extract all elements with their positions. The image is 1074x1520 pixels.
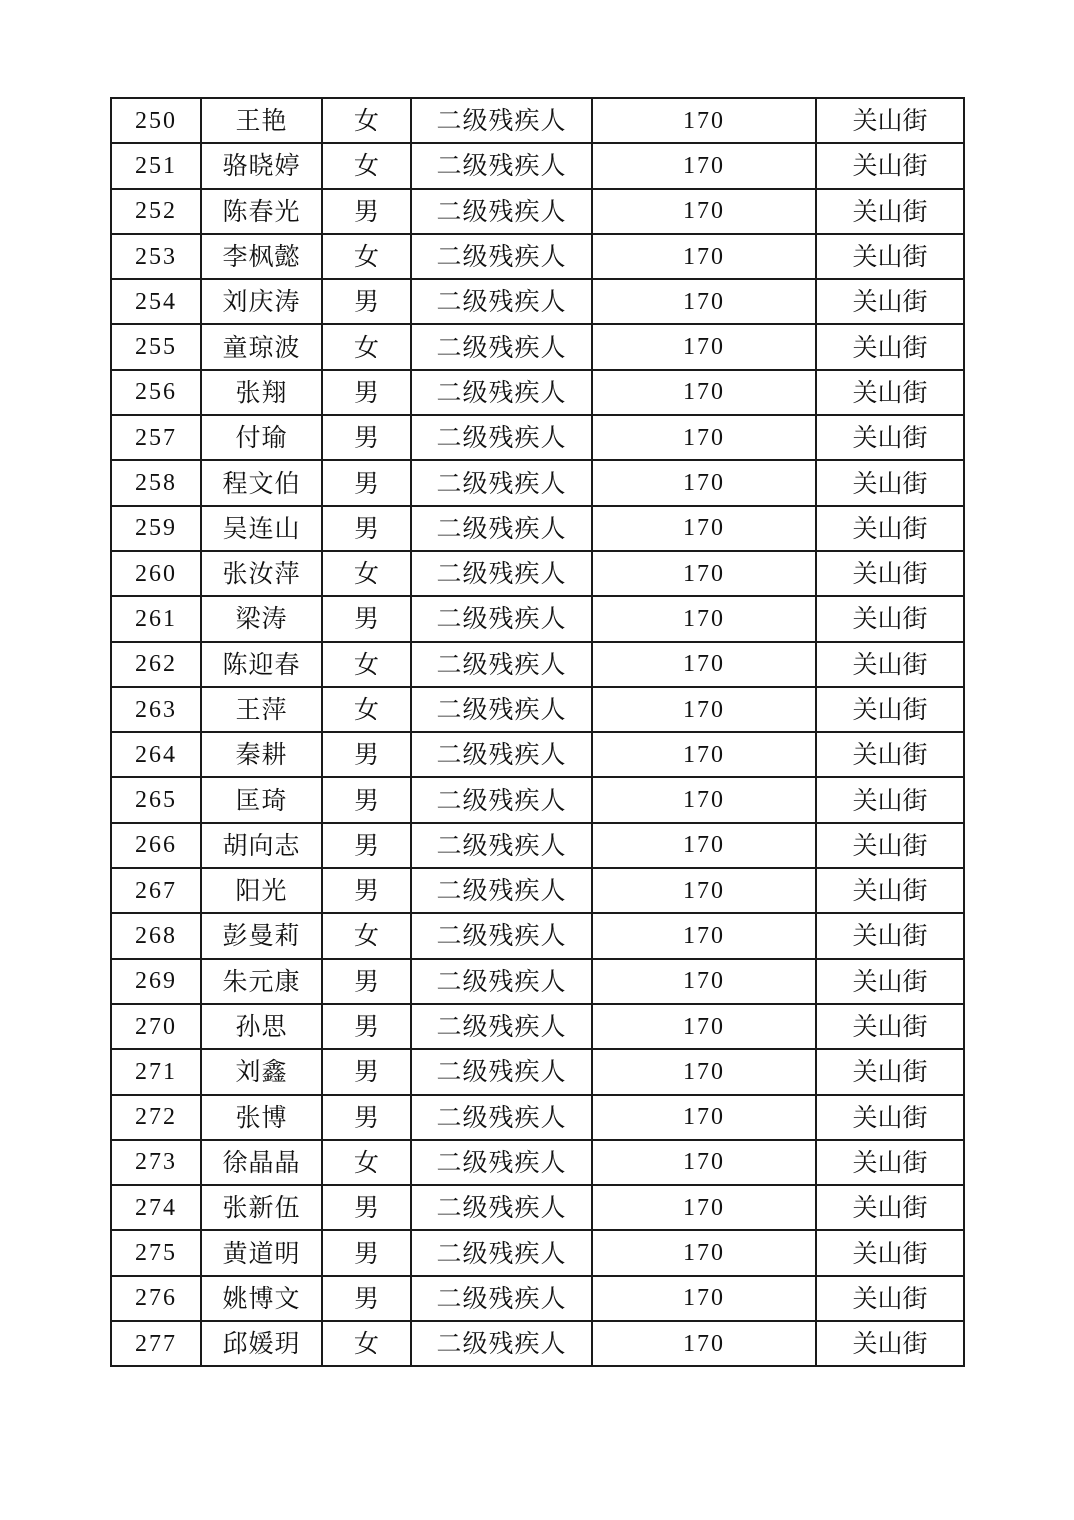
amount-cell: 170 [592, 1230, 816, 1275]
street-cell: 关山街 [816, 279, 964, 324]
table-row [111, 1004, 964, 1049]
street-cell: 关山街 [816, 959, 964, 1004]
table-row [111, 777, 964, 822]
person-name: 胡向志 [201, 823, 322, 868]
street-cell: 关山街 [816, 1140, 964, 1185]
gender-cell: 男 [322, 777, 411, 822]
table-row [111, 596, 964, 641]
gender-cell: 男 [322, 1230, 411, 1275]
disability-level: 二级残疾人 [411, 279, 592, 324]
row-number: 254 [111, 279, 201, 324]
street-cell: 关山街 [816, 234, 964, 279]
amount-cell: 170 [592, 1049, 816, 1094]
table-row [111, 1185, 964, 1230]
street-cell: 关山街 [816, 370, 964, 415]
street-cell: 关山街 [816, 460, 964, 505]
table-row [111, 732, 964, 777]
table-row [111, 143, 964, 188]
amount-cell: 170 [592, 777, 816, 822]
table-row [111, 415, 964, 460]
person-name: 付瑜 [201, 415, 322, 460]
table-row [111, 687, 964, 732]
table-row [111, 279, 964, 324]
gender-cell: 男 [322, 189, 411, 234]
disability-level: 二级残疾人 [411, 1049, 592, 1094]
gender-cell: 女 [322, 234, 411, 279]
row-number: 252 [111, 189, 201, 234]
gender-cell: 女 [322, 642, 411, 687]
person-name: 刘庆涛 [201, 279, 322, 324]
disability-level: 二级残疾人 [411, 324, 592, 369]
street-cell: 关山街 [816, 1276, 964, 1321]
gender-cell: 女 [322, 324, 411, 369]
street-cell: 关山街 [816, 596, 964, 641]
disability-level: 二级残疾人 [411, 551, 592, 596]
disability-level: 二级残疾人 [411, 234, 592, 279]
disability-level: 二级残疾人 [411, 596, 592, 641]
gender-cell: 男 [322, 1004, 411, 1049]
person-name: 童琼波 [201, 324, 322, 369]
table-row [111, 913, 964, 958]
person-name: 邱媛玥 [201, 1321, 322, 1366]
gender-cell: 男 [322, 596, 411, 641]
disability-level: 二级残疾人 [411, 687, 592, 732]
person-name: 张新伍 [201, 1185, 322, 1230]
table-row [111, 642, 964, 687]
disability-level: 二级残疾人 [411, 823, 592, 868]
table-row [111, 1140, 964, 1185]
row-number: 263 [111, 687, 201, 732]
gender-cell: 男 [322, 1049, 411, 1094]
amount-cell: 170 [592, 687, 816, 732]
street-cell: 关山街 [816, 732, 964, 777]
row-number: 275 [111, 1230, 201, 1275]
row-number: 262 [111, 642, 201, 687]
disability-level: 二级残疾人 [411, 1276, 592, 1321]
row-number: 265 [111, 777, 201, 822]
table-row [111, 823, 964, 868]
disability-level: 二级残疾人 [411, 868, 592, 913]
disability-level: 二级残疾人 [411, 732, 592, 777]
gender-cell: 男 [322, 460, 411, 505]
gender-cell: 男 [322, 415, 411, 460]
table-row [111, 959, 964, 1004]
amount-cell: 170 [592, 642, 816, 687]
street-cell: 关山街 [816, 1185, 964, 1230]
disability-level: 二级残疾人 [411, 460, 592, 505]
table-row [111, 324, 964, 369]
person-name: 阳光 [201, 868, 322, 913]
person-name: 李枫懿 [201, 234, 322, 279]
disability-level: 二级残疾人 [411, 913, 592, 958]
gender-cell: 女 [322, 687, 411, 732]
amount-cell: 170 [592, 596, 816, 641]
table-row [111, 370, 964, 415]
disability-level: 二级残疾人 [411, 1321, 592, 1366]
amount-cell: 170 [592, 143, 816, 188]
row-number: 250 [111, 98, 201, 143]
gender-cell: 男 [322, 959, 411, 1004]
street-cell: 关山街 [816, 1004, 964, 1049]
row-number: 270 [111, 1004, 201, 1049]
person-name: 梁涛 [201, 596, 322, 641]
amount-cell: 170 [592, 370, 816, 415]
roster-body [111, 98, 964, 1366]
street-cell: 关山街 [816, 189, 964, 234]
gender-cell: 女 [322, 1140, 411, 1185]
amount-cell: 170 [592, 1185, 816, 1230]
person-name: 孙思 [201, 1004, 322, 1049]
street-cell: 关山街 [816, 868, 964, 913]
table-row [111, 98, 964, 143]
table-row [111, 1230, 964, 1275]
table-row [111, 1321, 964, 1366]
disability-level: 二级残疾人 [411, 959, 592, 1004]
amount-cell: 170 [592, 913, 816, 958]
table-row [111, 460, 964, 505]
row-number: 261 [111, 596, 201, 641]
amount-cell: 170 [592, 1321, 816, 1366]
gender-cell: 女 [322, 551, 411, 596]
person-name: 程文伯 [201, 460, 322, 505]
table-row [111, 189, 964, 234]
person-name: 王艳 [201, 98, 322, 143]
row-number: 257 [111, 415, 201, 460]
row-number: 277 [111, 1321, 201, 1366]
row-number: 274 [111, 1185, 201, 1230]
row-number: 266 [111, 823, 201, 868]
person-name: 王萍 [201, 687, 322, 732]
disability-level: 二级残疾人 [411, 98, 592, 143]
disability-level: 二级残疾人 [411, 506, 592, 551]
person-name: 刘鑫 [201, 1049, 322, 1094]
person-name: 张汝萍 [201, 551, 322, 596]
row-number: 260 [111, 551, 201, 596]
gender-cell: 女 [322, 913, 411, 958]
gender-cell: 男 [322, 1276, 411, 1321]
disability-level: 二级残疾人 [411, 1004, 592, 1049]
amount-cell: 170 [592, 1140, 816, 1185]
street-cell: 关山街 [816, 777, 964, 822]
row-number: 272 [111, 1095, 201, 1140]
gender-cell: 女 [322, 143, 411, 188]
amount-cell: 170 [592, 1276, 816, 1321]
amount-cell: 170 [592, 868, 816, 913]
amount-cell: 170 [592, 98, 816, 143]
street-cell: 关山街 [816, 1321, 964, 1366]
person-name: 姚博文 [201, 1276, 322, 1321]
disability-level: 二级残疾人 [411, 777, 592, 822]
person-name: 陈春光 [201, 189, 322, 234]
row-number: 268 [111, 913, 201, 958]
person-name: 彭曼莉 [201, 913, 322, 958]
gender-cell: 男 [322, 370, 411, 415]
row-number: 276 [111, 1276, 201, 1321]
person-name: 陈迎春 [201, 642, 322, 687]
amount-cell: 170 [592, 324, 816, 369]
table-row [111, 1276, 964, 1321]
person-name: 黄道明 [201, 1230, 322, 1275]
disability-level: 二级残疾人 [411, 143, 592, 188]
amount-cell: 170 [592, 279, 816, 324]
row-number: 259 [111, 506, 201, 551]
amount-cell: 170 [592, 551, 816, 596]
gender-cell: 男 [322, 506, 411, 551]
person-name: 朱元康 [201, 959, 322, 1004]
person-name: 骆晓婷 [201, 143, 322, 188]
disability-level: 二级残疾人 [411, 1140, 592, 1185]
street-cell: 关山街 [816, 551, 964, 596]
table-row [111, 506, 964, 551]
street-cell: 关山街 [816, 506, 964, 551]
amount-cell: 170 [592, 506, 816, 551]
amount-cell: 170 [592, 189, 816, 234]
disability-level: 二级残疾人 [411, 642, 592, 687]
row-number: 271 [111, 1049, 201, 1094]
roster-table [110, 97, 965, 1367]
street-cell: 关山街 [816, 1049, 964, 1094]
street-cell: 关山街 [816, 642, 964, 687]
person-name: 张博 [201, 1095, 322, 1140]
street-cell: 关山街 [816, 324, 964, 369]
table-row [111, 1049, 964, 1094]
amount-cell: 170 [592, 732, 816, 777]
table-row [111, 234, 964, 279]
row-number: 256 [111, 370, 201, 415]
row-number: 258 [111, 460, 201, 505]
amount-cell: 170 [592, 823, 816, 868]
street-cell: 关山街 [816, 913, 964, 958]
amount-cell: 170 [592, 1095, 816, 1140]
gender-cell: 女 [322, 98, 411, 143]
street-cell: 关山街 [816, 823, 964, 868]
disability-level: 二级残疾人 [411, 370, 592, 415]
row-number: 273 [111, 1140, 201, 1185]
street-cell: 关山街 [816, 415, 964, 460]
gender-cell: 男 [322, 823, 411, 868]
disability-level: 二级残疾人 [411, 1230, 592, 1275]
gender-cell: 男 [322, 732, 411, 777]
row-number: 253 [111, 234, 201, 279]
person-name: 匡琦 [201, 777, 322, 822]
disability-level: 二级残疾人 [411, 189, 592, 234]
disability-level: 二级残疾人 [411, 1185, 592, 1230]
gender-cell: 男 [322, 1095, 411, 1140]
person-name: 徐晶晶 [201, 1140, 322, 1185]
street-cell: 关山街 [816, 687, 964, 732]
street-cell: 关山街 [816, 1095, 964, 1140]
amount-cell: 170 [592, 1004, 816, 1049]
row-number: 251 [111, 143, 201, 188]
amount-cell: 170 [592, 959, 816, 1004]
gender-cell: 男 [322, 1185, 411, 1230]
row-number: 269 [111, 959, 201, 1004]
disability-level: 二级残疾人 [411, 415, 592, 460]
person-name: 秦耕 [201, 732, 322, 777]
gender-cell: 女 [322, 1321, 411, 1366]
gender-cell: 男 [322, 868, 411, 913]
street-cell: 关山街 [816, 143, 964, 188]
amount-cell: 170 [592, 234, 816, 279]
amount-cell: 170 [592, 415, 816, 460]
row-number: 267 [111, 868, 201, 913]
table-row [111, 1095, 964, 1140]
gender-cell: 男 [322, 279, 411, 324]
table-row [111, 868, 964, 913]
disability-level: 二级残疾人 [411, 1095, 592, 1140]
row-number: 264 [111, 732, 201, 777]
person-name: 张翔 [201, 370, 322, 415]
person-name: 吴连山 [201, 506, 322, 551]
table-row [111, 551, 964, 596]
street-cell: 关山街 [816, 98, 964, 143]
amount-cell: 170 [592, 460, 816, 505]
row-number: 255 [111, 324, 201, 369]
street-cell: 关山街 [816, 1230, 964, 1275]
